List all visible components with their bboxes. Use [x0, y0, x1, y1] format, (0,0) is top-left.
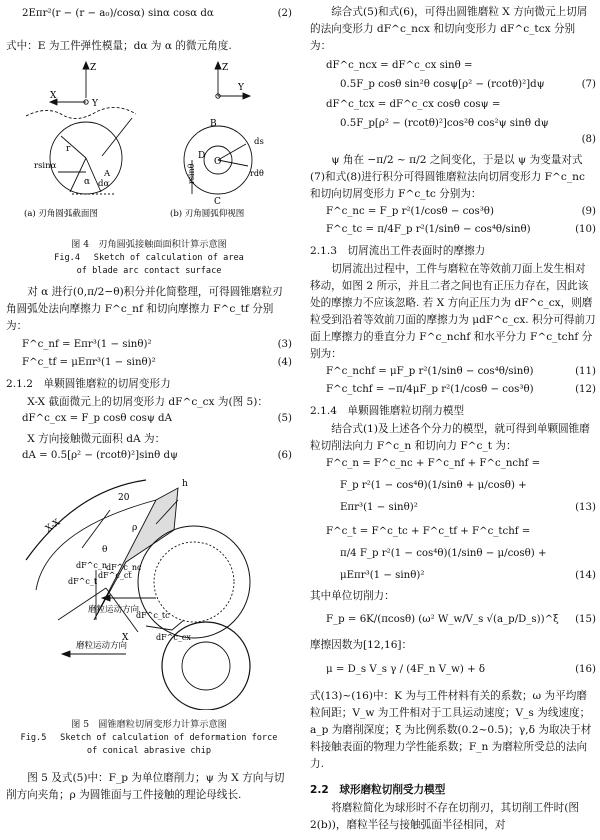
paragraph: ψ 角在 −π/2 ~ π/2 之间变化，于是以 ψ 为变量对式(7)和式(8)进行积分可得圆锥磨粒法向切屑变形力 F^c_nc 和切向切屑变形力 F^c_tc 分别为： [310, 154, 585, 200]
equation-body: F^c_t = F^c_tc + F^c_tf + F^c_tchf = [326, 526, 531, 537]
label-20: 20 [118, 493, 130, 503]
label-xx: X-X [43, 517, 63, 535]
paragraph: X 方向接触微元面积 dA 为： [27, 433, 166, 445]
label-dalpha: dα [98, 179, 110, 189]
figure-5-caption-en-2: of conical abrasive chip [86, 746, 212, 756]
paragraph: 对 α 进行(0,π/2−θ)积分并化简整理，可得圆锥磨粒刃角圆弧处法向摩擦力 F^c_nf 和切向摩擦力 F^c_tf 分别为： [6, 286, 283, 332]
label-grain-dir-1: 磨粒运动方向 [88, 605, 140, 615]
axis-y-label-b: Y [238, 83, 244, 93]
equation-body: μEπr³(1 − sinθ)² [340, 570, 425, 581]
section-heading: 2.1.4 单颗圆锥磨粒切削力模型 [310, 405, 465, 417]
label-alpha: α [84, 177, 91, 187]
label-d: D [198, 151, 206, 161]
equation-number: (11) [575, 366, 596, 377]
equation-body: F^c_tf = μEπr³(1 − sinθ)² [22, 357, 156, 368]
axis-z-label-b: Z [222, 63, 229, 73]
equation-body: F^c_nc = F_p r²(1/cosθ − cos³θ) [326, 206, 494, 217]
label-rsinth: rsinθ [187, 163, 196, 184]
equation-body: F_p r²(1 − cos⁴θ)(1/sinθ + μ/cosθ) + [340, 480, 527, 491]
axis-y-label: Y [92, 99, 98, 109]
paragraph: 综合式(5)和式(6)，可得出圆锥磨粒 X 方向微元上切屑的法向变形力 dF^c_ncx 和切向变形力 dF^c_tcx 分别为： [310, 6, 588, 52]
label-b: B [210, 119, 217, 129]
equation-number: (12) [575, 384, 596, 395]
equation-number: (9) [581, 206, 596, 217]
equation-body: dF^c_ncx = dF^c_cx sinθ = [326, 60, 473, 71]
label-rho: ρ [132, 523, 138, 533]
section-heading: 2.1.2 单颗圆锥磨粒的切屑变形力 [6, 378, 171, 390]
label-c: C [214, 197, 221, 207]
label-dftc: dF^c_tc [136, 611, 170, 620]
subfigure-b-caption: (b) 刃角圆弧仰视图 [170, 209, 245, 219]
equation-number: (10) [575, 224, 596, 235]
equation-body: μ = D_s V_s γ / (4F_n V_w) + δ [326, 664, 485, 675]
figure-5 [6, 470, 292, 710]
label-dfn: dF^c_n [76, 561, 108, 570]
paragraph: 将磨粒简化为球形时不存在切削刃，其切削工件时(图 2(b))，磨粒半径与接触弧面半径相同，对 [310, 802, 579, 831]
figure-4a-section [26, 62, 136, 194]
equation-body: dF^c_tcx = dF^c_cx cosθ cosψ = [326, 99, 501, 110]
label-rsin: rsinα [34, 161, 57, 171]
figure-4-caption-en-1: Fig.4 Sketch of calculation of area [54, 253, 244, 263]
figure-5-caption-cn: 图 5 圆锥磨粒切屑变形力计算示意图 [71, 719, 227, 730]
axis-z-label: Z [90, 63, 97, 73]
label-grain-dir-2: 磨粒运动方向 [76, 641, 128, 651]
equation-body: dF^c_cx = F_p cosθ cosψ dA [22, 413, 172, 424]
subfigure-a-caption: (a) 刃角圆弧截面图 [24, 209, 98, 219]
section-heading: 2.2 球形磨粒切削受力模型 [310, 784, 446, 796]
equation-body: Eπr³(1 − sinθ)² [340, 502, 418, 513]
equation-body: 2Eπr²(r − (r − a₀)/cosα) sinα cosα dα [22, 8, 214, 19]
paragraph: 切屑流出过程中，工件与磨粒在等效前刀面上发生相对移动，如图 2 所示，并且二者之间也有正压力存在，因此该处的摩擦力不应该忽略. 若 X 方向正压力为 dF^c_cx，则磨粒受到沿着等效前刀面的摩擦力为 μdF^c_cx. 积分可得前刀面上摩擦力的垂直分力 F^c_nchf 和水平分力 F^c_tchf 分别为： [310, 263, 596, 360]
equation-number: (4) [277, 357, 292, 368]
section-heading: 2.1.3 切屑流出工件表面时的摩擦力 [310, 245, 486, 257]
paragraph: X-X 截面微元上的切屑变形力 dF^c_cx 为(图 5)： [27, 396, 269, 408]
equation-body: F^c_tchf = −π/4μF_p r²(1/cosθ − cos³θ) [326, 384, 534, 395]
paragraph: 式(13)~(16)中：K 为与工件材料有关的系数；ω 为平均磨粒间距；V_w 为工件相对于工具运动速度；V_s 为线速度；a_p 为磨削深度；ξ 为比例系数(0.2~0.5)；γ,δ 为取决于材料接触表面的物理力学性能系数；F_n 为磨粒所受总的法向力. [310, 690, 592, 770]
label-dfnc: dF^c_nc [106, 563, 142, 572]
label-r: r [66, 144, 71, 154]
equation-number: (2) [277, 8, 292, 19]
label-ds: ds [254, 137, 264, 147]
equation-number: (8) [581, 134, 596, 145]
label-o: O [214, 157, 222, 167]
paragraph: 结合式(1)及上述各个分力的模型，就可得到单颗圆锥磨粒切削法向力 F^c_n 和切向力 F^c_t 为： [310, 423, 590, 452]
equation-body: dA = 0.5[ρ² − (rcotθ)²]sinθ dψ [22, 450, 179, 461]
label-h: h [182, 479, 188, 489]
label-a: A [104, 169, 111, 179]
equation-body: F_p = 6K/(πcosθ) (ω² W_w/V_s √(a_p/D_s))^ξ [326, 614, 559, 625]
equation-number: (14) [575, 570, 596, 581]
figure-4-caption-en-2: of blade arc contact surface [76, 266, 222, 276]
paragraph: 式中：E 为工件弹性模量；dα 为 α 的微元角度. [6, 40, 232, 52]
equation-body: π/4 F_p r²(1 − cos⁴θ)(1/sinθ − μ/cosθ) + [340, 548, 547, 559]
equation-body: 0.5F_p[ρ² − (rcotθ)²]cos²θ cos²ψ sinθ dψ [340, 118, 549, 129]
equation-body: F^c_tc = π/4F_p r²(1/sinθ − cos⁴θ/sinθ) [326, 224, 531, 235]
equation-number: (16) [575, 664, 596, 675]
figure-4 [6, 56, 292, 226]
equation-number: (13) [575, 502, 596, 513]
label-rdth: rdθ [250, 169, 264, 178]
equation-body: 0.5F_p cosθ sin²θ cosψ[ρ² − (rcotθ)²]dψ [340, 79, 545, 90]
equation-number: (15) [575, 614, 596, 625]
equation-number: (6) [277, 450, 292, 461]
label-theta: θ [102, 545, 108, 555]
equation-number: (3) [277, 339, 292, 350]
label-dft: dF^c_t [68, 577, 98, 586]
figure-5-caption-en-1: Fig.5 Sketch of calculation of deformation force [20, 733, 278, 743]
equation-body: F^c_nchf = μF_p r²(1/sinθ − cos⁴θ/sinθ) [326, 366, 534, 377]
paragraph: 摩擦因数为[12,16]： [310, 639, 413, 651]
label-dfc: dF^c_ct [98, 571, 132, 580]
equation-body: F^c_nf = Eπr³(1 − sinθ)² [22, 339, 152, 350]
figure-4-caption-cn: 图 4 刃角圆弧接触面面积计算示意图 [71, 239, 227, 250]
equation-number: (5) [277, 413, 292, 424]
axis-x-label: X [50, 91, 57, 101]
equation-number: (7) [581, 79, 596, 90]
equation-body: F^c_n = F^c_nc + F^c_nf + F^c_nchf = [326, 458, 541, 469]
label-dfcx: dF^c_cx [156, 633, 191, 642]
paragraph: 图 5 及式(5)中：F_p 为单位磨削力；ψ 为 X 方向与切削方向夹角；ρ 为圆锥面与工件接触的理论母线长. [6, 772, 285, 801]
label-x: X [122, 633, 129, 643]
paragraph: 其中单位切削力： [310, 590, 395, 602]
